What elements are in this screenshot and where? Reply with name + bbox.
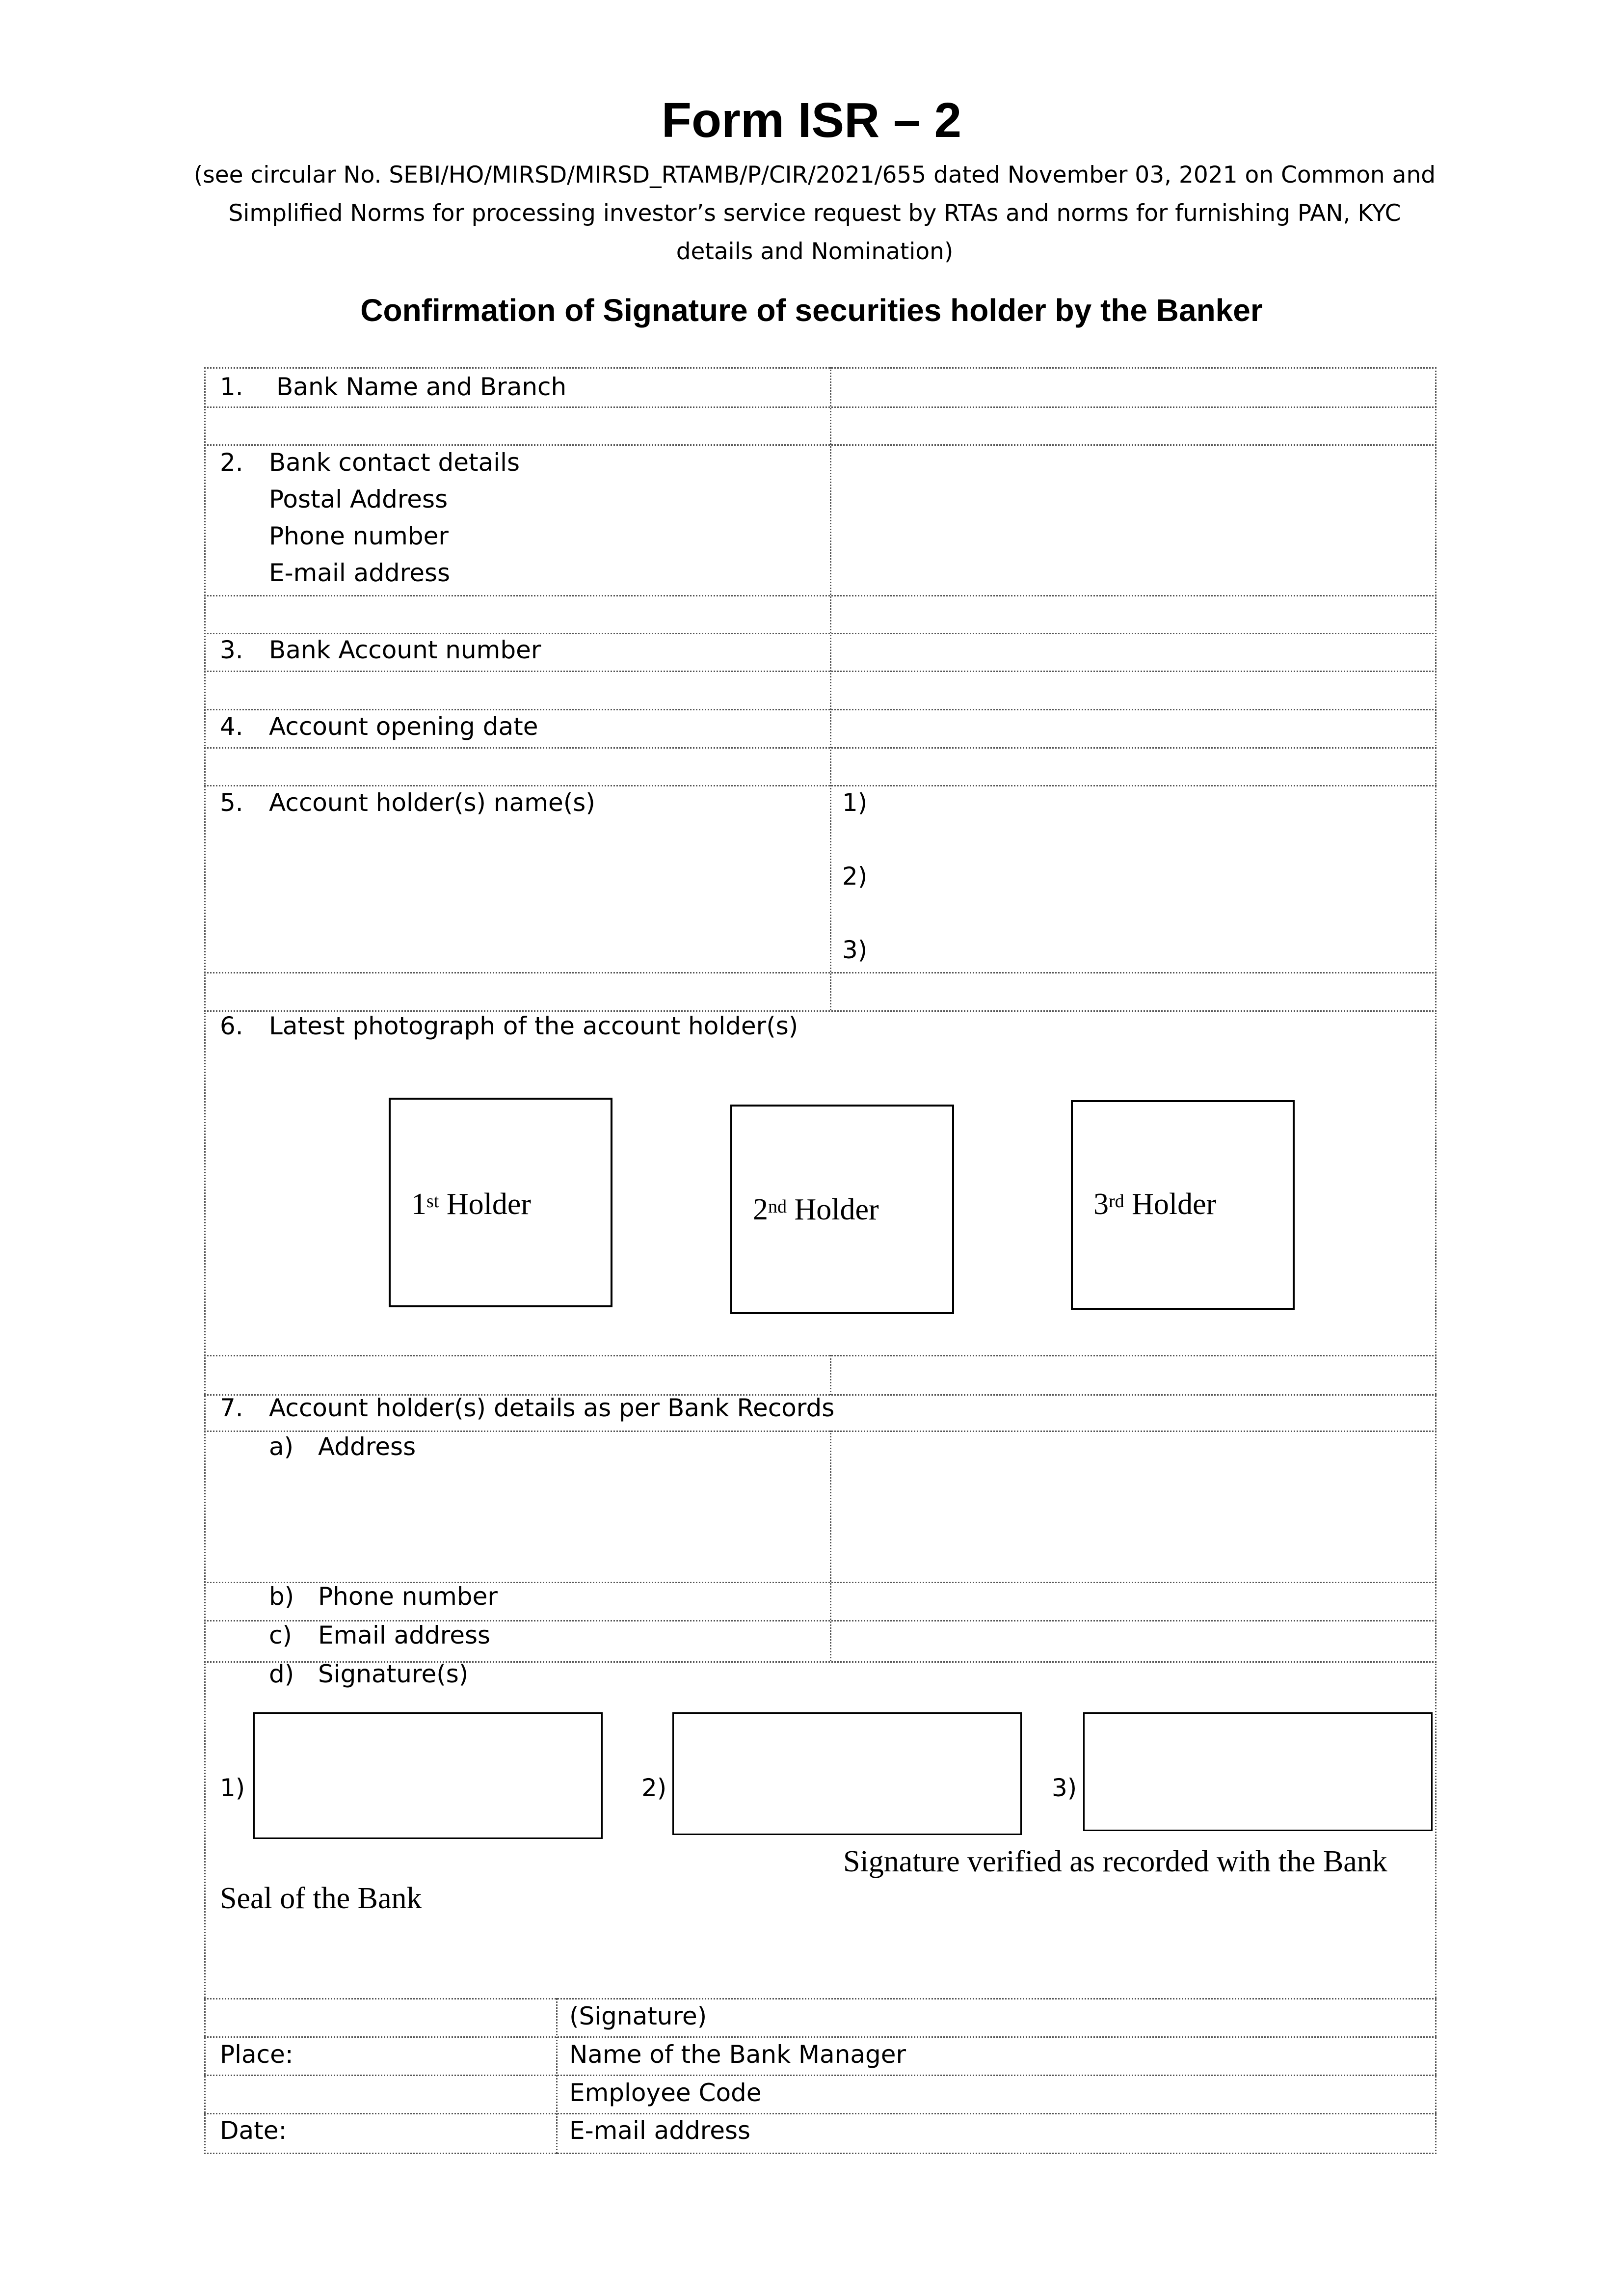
signature-box-3[interactable]: [1083, 1712, 1433, 1831]
employee-code-label: Employee Code: [569, 2079, 762, 2107]
photo-box-2nd-holder[interactable]: [730, 1105, 954, 1314]
holder-phone-label: Phone number: [318, 1582, 498, 1611]
signature-box-2[interactable]: [672, 1712, 1022, 1835]
bank-contact-field[interactable]: [832, 446, 1434, 594]
signature-letter: d): [269, 1660, 294, 1688]
holder-email-label: Email address: [318, 1621, 491, 1649]
row-3-number: 3.: [220, 636, 243, 664]
holder-email-field[interactable]: [832, 1622, 1434, 1659]
address-label: Address: [318, 1432, 416, 1461]
postal-address-label: Postal Address: [269, 485, 448, 513]
row-1-number: 1.: [220, 373, 243, 401]
holder-address-field[interactable]: [832, 1432, 1434, 1580]
row-5-number: 5.: [220, 788, 243, 817]
row-5-label: Account holder(s) name(s): [269, 788, 595, 817]
bank-manager-name-label: Name of the Bank Manager: [569, 2040, 906, 2069]
holder-phone-field[interactable]: [832, 1584, 1434, 1618]
row-2-label: Bank contact details: [269, 448, 520, 477]
photo-label-3rd-holder: 3rd Holder: [1093, 1188, 1217, 1221]
seal-of-bank-text: Seal of the Bank: [220, 1882, 422, 1915]
row-7-number: 7.: [220, 1394, 243, 1422]
form-title: Form ISR – 2: [661, 93, 962, 148]
date-label: Date:: [220, 2116, 287, 2145]
signature-number-3: 3): [1052, 1774, 1077, 1802]
row-2-number: 2.: [220, 448, 243, 477]
signature-box-1[interactable]: [253, 1712, 603, 1839]
signatures-label: Signature(s): [318, 1660, 469, 1688]
phone-letter: b): [269, 1582, 294, 1611]
circular-reference: (see circular No. SEBI/HO/MIRSD/MIRSD_RTAMB/P/CIR/2021/655 dated November 03, 2021 on Common and Simplified Norms for processing investor’s service request by RTAs and norms for furnishing PAN, KYC details and Nomination): [193, 162, 1436, 265]
row-1-label: Bank Name and Branch: [276, 373, 567, 401]
photo-box-3rd-holder[interactable]: [1071, 1100, 1295, 1310]
row-6-label: Latest photograph of the account holder(s): [269, 1012, 798, 1040]
row-4-label: Account opening date: [269, 712, 538, 741]
signature-verified-text: Signature verified as recorded with the Bank: [843, 1845, 1387, 1878]
account-opening-date-field[interactable]: [832, 711, 1434, 745]
row-3-label: Bank Account number: [269, 636, 541, 664]
address-letter: a): [269, 1432, 294, 1461]
holder-name-1[interactable]: 1): [842, 788, 868, 817]
bank-account-number-field[interactable]: [832, 635, 1434, 669]
place-field[interactable]: [314, 2038, 554, 2073]
email-letter: c): [269, 1621, 292, 1649]
manager-email-label: E-mail address: [569, 2116, 751, 2145]
signature-number-1: 1): [220, 1774, 245, 1802]
row-6-number: 6.: [220, 1012, 243, 1040]
email-address-label: E-mail address: [269, 559, 451, 587]
form-heading: Confirmation of Signature of securities holder by the Banker: [360, 293, 1263, 328]
photo-label-2nd-holder: 2nd Holder: [753, 1193, 879, 1226]
manager-signature-label: (Signature): [569, 2002, 707, 2030]
photo-label-1st-holder: 1st Holder: [411, 1188, 532, 1221]
date-field[interactable]: [314, 2115, 554, 2151]
holder-name-3[interactable]: 3): [842, 936, 868, 964]
holder-name-2[interactable]: 2): [842, 862, 868, 891]
place-label: Place:: [220, 2040, 293, 2069]
row-7-label: Account holder(s) details as per Bank Records: [269, 1394, 835, 1422]
bank-name-field[interactable]: [832, 369, 1434, 405]
phone-number-label: Phone number: [269, 522, 449, 550]
row-4-number: 4.: [220, 712, 243, 741]
signature-number-2: 2): [641, 1774, 667, 1802]
photo-box-1st-holder[interactable]: [389, 1098, 612, 1307]
